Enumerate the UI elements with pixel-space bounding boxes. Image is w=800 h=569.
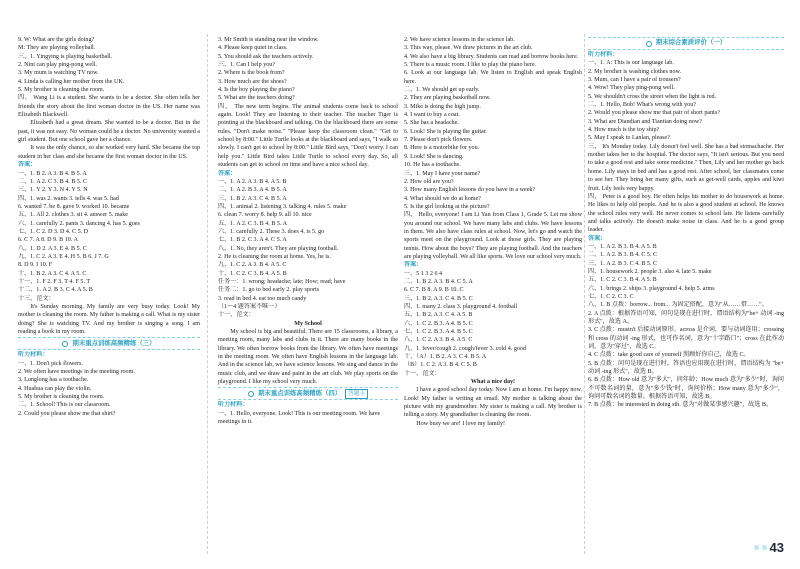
text-line: 一、1. Don't pick flowers.	[18, 360, 83, 367]
text-line: 三、1. Can I help you?	[218, 62, 276, 69]
text-line: 6. wanted 7. be 8. gave 9. worked 10. became	[18, 203, 130, 210]
page-number: 43	[769, 540, 784, 555]
text-line: （1～4 题答案不唯一）	[218, 304, 281, 310]
text-line: 五、1. B 2. A 3. C 4. A 5. B	[404, 312, 473, 319]
text-paragraph: 四、 Wang Li is a student. She wants to be a doctor. She often tells her friends the story about the first woman doctor in the US. Her name was Elizabeth Blackwell.	[18, 95, 200, 119]
text-line: 3. Mike is doing the high jump.	[404, 103, 481, 110]
text-line: 三、1. May I have your name?	[404, 170, 481, 177]
answers-label: 答案：	[18, 162, 37, 169]
text-line: 十、（A）1. B 2. A 3. C 4. B 5. A	[404, 354, 487, 361]
text-paragraph: 4. We also have a big library. Students can read and borrow books here.	[404, 53, 579, 60]
text-paragraph: 四、 Hello, everyone! I am Li Yan from Class 1, Grade 5. Let me show you around our school. We have many labs and clubs. We have lessons in them. We also have class rules at school. Now, let's go and watch the sports meet on the playground. Look at those girls. They are playing tennis. How about the boys? They are playing football. And the teachers are playing volleyball. We all like sports. We love our school very much.	[404, 212, 582, 260]
page-number-bar	[754, 540, 784, 555]
text-line: 3. What are Diandian and Tiantian doing now?	[588, 118, 702, 125]
text-line: 三、1. B 2. A 3. C 4. B 5. A	[218, 195, 287, 202]
text-line: 4. What should we do at home?	[404, 195, 481, 202]
column-2	[218, 36, 398, 426]
text-line: 八、1. No, they aren't. They are playing football.	[218, 245, 339, 252]
decorative-dot	[754, 545, 759, 550]
text-line: 2. Would you please show me that pair of short pants?	[588, 110, 720, 117]
text-paragraph: 3. C 点拨：mustn't 后接动词原形。across 是介词，要与动词连用；crossing 和 cross 的动词 -ing 形式，也可作名词，意为"十字路口"；cross 在此作动词，意为"穿过"，故选 C。	[588, 327, 784, 351]
text-line: 6. Look! She is playing the guitar.	[404, 128, 487, 135]
banner-title: 期末重点训练高频精练（四）	[258, 389, 342, 397]
text-line: 2. He is cleaning the room at home. Yes, he is.	[218, 253, 331, 260]
column-divider	[207, 34, 208, 554]
text-line: 二、1. School! This is our classroom.	[18, 402, 111, 409]
answer-card-tag: 答题卡	[345, 389, 368, 399]
text-line: 5. My brother is cleaning the room.	[18, 87, 105, 94]
text-line: 十、1. B 2. A 3. C 4. A 5. C	[18, 270, 87, 277]
text-line: 3. This way, please. We draw pictures in the art club.	[404, 45, 533, 52]
decorative-dot	[762, 545, 767, 550]
text-line: 一、5 1 3 2 6 4	[404, 270, 443, 277]
text-line: 四、1. many 2. class 3. playground 4. football	[404, 304, 518, 310]
text-line: 七、1. C 2. B 3. A 4. B 5. C	[404, 329, 473, 336]
text-line: 五、1. All 2. clothes 3. sit 4. answer 5. make	[18, 212, 129, 219]
column-4	[588, 36, 784, 410]
text-line: 一、1. A: This is our language lab.	[588, 60, 674, 67]
text-line: 八、1. D 2. A 3. E 4. B 5. C	[18, 245, 87, 252]
text-line: 3. Longlong has a toothache.	[18, 377, 89, 384]
text-line: 三、1. Yingying is playing basketball.	[18, 53, 113, 60]
text-paragraph: 6. Look at our language lab. We listen to English and speak English here.	[404, 70, 582, 85]
text-line: 7. Please don't pick flowers.	[404, 137, 473, 144]
answers-label: 答案：	[218, 170, 237, 177]
text-line: 一、1. B 2. A 3. B 4. B 5. A	[18, 170, 87, 177]
text-line: 5. My brother is cleaning the room.	[18, 394, 105, 401]
text-line: 3. read in bed 4. eat too much candy	[218, 295, 307, 302]
text-line: 3. Mr Smith is standing near the window.	[218, 37, 319, 43]
text-line: 七、1. C 2. D 3. D 4. C 5. D	[18, 228, 89, 235]
text-paragraph: 6. B 点拨：How old 意为"多大"，问年龄；How much 意为"多少"时，询问不可数名词的量，意为"多少钱"时，询问价格；How many 意为"多少"，询问可数名词的数量。根据答语可知，故选 B。	[588, 377, 784, 401]
text-line: 2. We have science lessons in the science lab.	[404, 37, 515, 43]
text-line: 十三、范文：	[18, 295, 55, 302]
text-line: 二、1. We should get up early.	[404, 87, 480, 94]
section-banner	[218, 387, 398, 400]
text-line: 十一、范文：	[404, 370, 441, 377]
text-line: 十一、范文：	[218, 312, 255, 319]
text-paragraph: It's Sunday morning. My family are very busy today. Look! My mother is cleaning the room. My father is making a call. What is my sister doing? She is watching TV. And my brother is singing a song. I am reading a book in my room.	[18, 304, 200, 336]
text-paragraph: It was the only chance, so she worked very hard. She became the top student in her class and she became the first woman doctor in the US.	[18, 145, 200, 160]
text-paragraph: 三、 It's Monday today. Lily doesn't feel well. She has a bad stomachache. Her mother takes her to the hospital. The doctor says, "It isn't serious. But you need to take a good rest and take some medicine." Then, Lily and her mother go back home. Lily stays in bed and has a good rest. After school, her classmates come to see her. They bring her many gifts, such as get-well cards, apples and kiwi fruit. Lily feels very happy.	[588, 143, 784, 192]
column-3	[404, 36, 582, 428]
section-label: 听力材料：	[218, 402, 249, 409]
text-line: 4. Linda is calling her mother from the UK.	[18, 78, 125, 85]
text-paragraph: 4. C 点拨：take good care of yourself 照顾好你自己，故选 C。	[588, 352, 750, 359]
text-line: 3. My mum is watching TV now.	[18, 70, 99, 77]
text-line: 九、1. C 2. A 3. B 4. A 5. C	[218, 262, 287, 269]
text-line: 5. You should ask the teachers actively.	[218, 53, 314, 60]
text-line: 4. Huahua can play the violin.	[18, 385, 92, 392]
text-paragraph: 5. B 点拨：问句是现在进行时，答语也应用现在进行时，谓语结构为 "be+ 动词 -ing 形式"，故选 B。	[588, 360, 784, 376]
text-line: 三、1. Y 2. Y 3. N 4. Y 5. N	[18, 187, 88, 194]
text-line: 6. C 7. A 8. D 9. B 10. A	[18, 237, 78, 244]
banner-dot-icon	[248, 391, 254, 397]
text-line: 2. How old are you?	[404, 178, 454, 185]
text-line: 5. There is a music room. I like to play the piano here.	[404, 62, 537, 69]
text-line: 2. Could you please show me that shirt?	[18, 410, 116, 417]
text-line: M: They are playing volleyball.	[18, 45, 96, 52]
text-line: 六、1. brings 2. ships 3. playground 4. help 5. arms	[588, 285, 715, 292]
text-line: 8. Here is a motorbike for you.	[404, 145, 480, 152]
text-line: 二、1. A 2. B 3. B 4. C 5. C	[588, 252, 658, 259]
text-line: 一、1. A 2. B 3. B 4. A 5. B	[588, 243, 657, 250]
essay-title: What a nice day!	[470, 379, 516, 386]
banner-dot-icon	[62, 341, 68, 347]
text-line: 六、1. C 2. B 3. A 4. B 5. C	[404, 320, 473, 327]
text-line: 六、1. carefully 2. pants 3. dancing 4. has 5. goes	[18, 220, 140, 227]
section-label: 听力材料：	[18, 352, 49, 359]
text-line: 4. Is the boy playing the piano?	[218, 87, 295, 94]
text-line: 2. We often have meetings in the meeting room.	[18, 369, 135, 376]
text-line: 4. I want to buy a coat.	[404, 112, 460, 119]
column-1	[18, 36, 200, 418]
text-line: 五、1. C 2. C 3. B 4. A 5. B	[588, 277, 657, 284]
text-line: 3. How many English lessons do you have in a week?	[404, 187, 536, 194]
text-line: 8. D 9. I 10. F	[18, 262, 53, 269]
text-paragraph: My school is big and beautiful. There are 15 classrooms, a library, a meeting room, many labs and clubs in it. There are many books in the library. We often borrow books from the library. We often have meetings in the meeting room. We often have English lessons in the language lab. And in the science lab, we have science lessons. We sing and dance in the music club, and we draw and paint in the art club. We play sports on the playground. I like my school very much.	[218, 329, 398, 386]
text-line: 九、1. C 2. A 3. E 4. H 5. B 6. J 7. G	[18, 253, 109, 260]
text-paragraph: I have a good school day today. Now I am at home. I'm happy now. Look! My father is writing an email. My mother is talking about the picture with my grandmother. My sister is making a call. My brother is telling a story. My grandfather is cleaning the room.	[404, 387, 582, 419]
text-paragraph: Elizabeth had a great dream. She wanted to be a doctor. But in the past, it was not easy. No woman could be a doctor. No university wanted a girl student. But one school gave her a chance.	[18, 120, 200, 144]
text-line: 4. Please keep quiet in class.	[218, 45, 288, 52]
text-line: 八、1. B 点拨：borrow... from... 为固定搭配，意为"从……借……"。	[588, 302, 768, 309]
text-line: 4. How much is the toy ship?	[588, 127, 660, 134]
text-line: 三、1. B 2. A 3. C 4. B 5. C	[404, 295, 473, 302]
text-line: （B）1. C 2. A 3. B 4. C 5. B	[404, 362, 477, 369]
text-line: 5. We shouldn't cross the street when the light is red.	[588, 93, 717, 100]
section-label: 听力材料：	[588, 52, 619, 58]
text-line: 2. My brother is washing clothes now.	[588, 68, 682, 75]
text-line: 5. What are the teachers doing?	[218, 95, 295, 102]
text-paragraph: 2. A 点拨：根据答语可知，问句是现在进行时，谓语结构为"be+ 动词 -ing 形式"，故选 A。	[588, 310, 784, 325]
text-line: 七、1. B 2. C 3. A 4. C 5. A	[218, 237, 287, 244]
text-line: 二、1. A 2. B 3. A 4. B 5. A	[218, 187, 287, 194]
text-line: 5. May I speak to Lanlan, please?	[588, 135, 670, 142]
text-line: 十一、1. F 2. F 3. T 4. F 5. T	[18, 278, 91, 285]
text-paragraph: 四、 Peter is a good boy. He often helps his mother to do housework at home. He likes to help old people. And he is also a good student at school. He knows the school rules very well. He never comes to school late. He listens carefully and talks actively. He doesn't make noise in class. And he is a good group leader.	[588, 193, 784, 234]
text-line: 三、1. A 2. B 3. C 4. B 5. C	[588, 260, 658, 267]
text-line: 十二、1. A 2. B 3. C 4. A 5. B	[18, 287, 93, 294]
text-line: 2. Nini can play ping-pong well.	[18, 62, 98, 69]
column-divider	[584, 34, 585, 554]
text-paragraph: 四、 The new term begins. The animal students come back to school again. Look! They are listening to their teacher. The teacher Tiger is pointing at the blackboard and talking. On the blackboard there are some rules. "Don't make noise." "Please keep the classroom clean." "Get to school by 8:00." Little Turtle looks at the blackboard and says, "I walk so slowly. I can't get to school by 8:00." Little Bird says, "Don't worry. I can help you." Little Bird takes Little Turtle to school every day. So, all students can get to school on time and have a nice school day.	[218, 103, 398, 169]
section-banner	[18, 337, 200, 350]
text-line: 3. How much are the shoes?	[218, 78, 287, 85]
text-line: 八、1. C 2. A 3. B 4. A 5. C	[404, 337, 473, 344]
text-line: meetings in it.	[218, 419, 253, 426]
text-line: 五、1. A 2. C 3. B 4. B 5. A	[218, 220, 288, 227]
banner-title: 期末综合素质评价（一）	[655, 39, 727, 47]
text-line: 一、1. A 2. A 3. B 4. A 5. B	[218, 178, 287, 185]
text-paragraph: 7. B 点拨：be interested in doing sth. 意为"对做某事感兴趣"，故选 B。	[588, 402, 773, 409]
answers-label: 答案：	[588, 235, 607, 242]
text-paragraph: How busy we are! I love my family!	[416, 420, 506, 427]
essay-title: My School	[294, 320, 322, 327]
text-line: 十、1. C 2. C 3. B 4. A 5. B	[218, 270, 287, 277]
text-line: 2. Where is the book from?	[218, 70, 285, 77]
text-line: 9. Look! She is dancing.	[404, 153, 464, 160]
text-line: 6. clean 7. worry 8. help 9. all 10. nice	[218, 212, 312, 219]
text-line: 4. Wow! They play ping-pong well.	[588, 85, 675, 92]
banner-dot-icon	[646, 41, 652, 47]
answers-label: 答案：	[404, 262, 423, 269]
text-line: 四、1. was 2. wants 3. tells 4. was 5. had	[18, 195, 119, 202]
text-line: 3. Mum, can I have a pair of trousers?	[588, 77, 681, 84]
text-line: 10. He has a toothache.	[404, 162, 461, 169]
text-line: 四、1. animal 2. listening 3. talking 4. rules 5. make	[218, 203, 347, 210]
text-line: 六、1. carefully 2. These 3. does 4. is 5. go	[218, 228, 325, 235]
text-line: 七、1. C 2. C 3. C	[588, 293, 634, 300]
text-line: 5. Is the girl looking at the picture?	[404, 203, 490, 210]
banner-title: 期末重点训练高频精练（三）	[72, 339, 156, 347]
text-line: 2. They are playing basketball now.	[404, 95, 491, 102]
text-line: 5. She has a headache.	[404, 120, 459, 127]
text-line: 一、1. Hello, everyone. Look! This is our meeting room. We have	[218, 410, 381, 417]
text-line: 四、1. housework 2. people 3. also 4. late 5. make	[588, 268, 712, 275]
section-banner	[588, 37, 784, 50]
text-line: 任务二：1. go to bed early 2. play sports	[218, 287, 320, 294]
text-line: 二、1. A 2. C 3. B 4. B 5. C	[18, 178, 88, 185]
text-line: 9. W: What are the girls doing?	[18, 37, 95, 43]
text-line: 二、1. Hello, Bob! What's wrong with you?	[588, 102, 696, 109]
text-line: 6. C 7. B 8. A 9. B 10. C	[404, 287, 464, 294]
text-line: 二、1. B 2. A 3. B 4. C 5. A	[404, 278, 473, 285]
text-line: 任务一：1. wrong; headache; late; How; read; have	[218, 278, 346, 285]
text-line: 九、1. fever/cough 2. cough/fever 3. cold 4. good	[404, 345, 527, 352]
